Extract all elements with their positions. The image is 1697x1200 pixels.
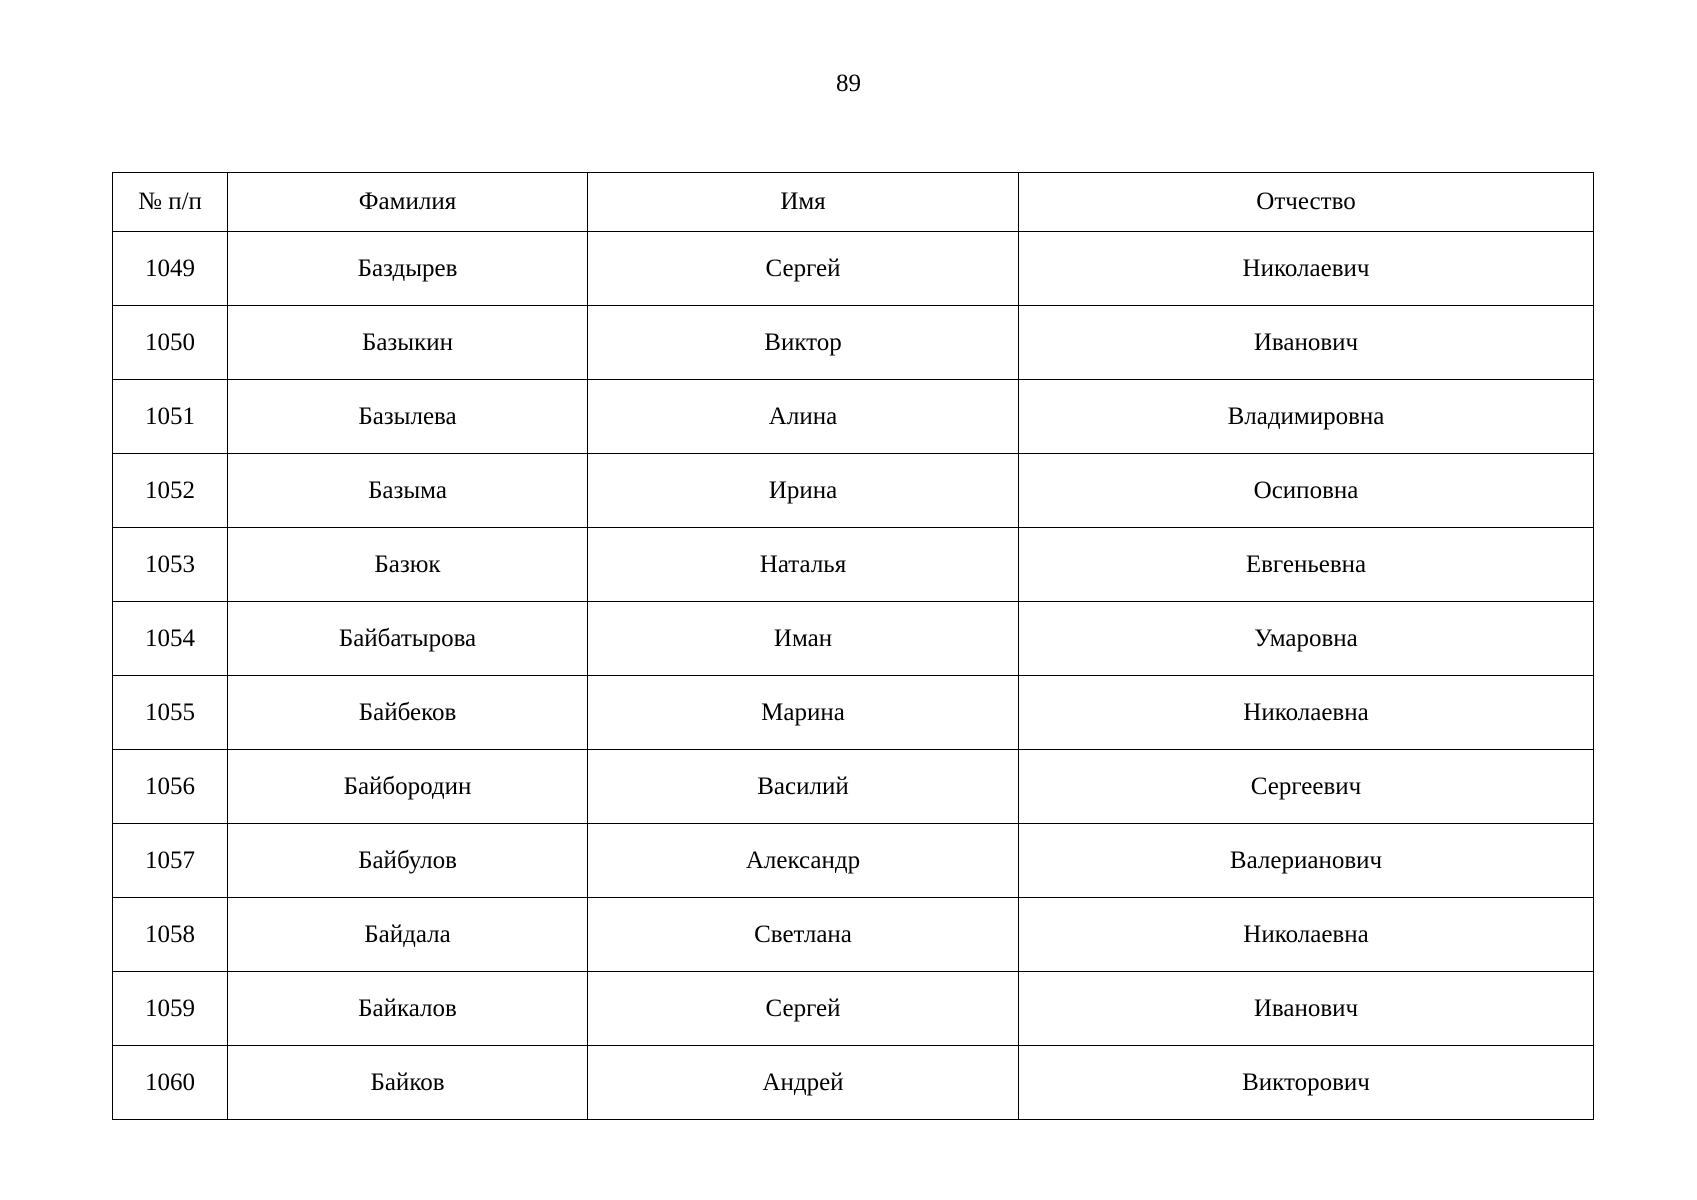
- header-row: [113, 173, 1594, 232]
- cell-patronymic: Николаевна: [1019, 898, 1594, 972]
- cell-last-name: Байдала: [228, 898, 588, 972]
- header-patronymic: Отчество: [1019, 173, 1594, 232]
- roster-table: [112, 172, 1594, 1120]
- table-body: [113, 232, 1594, 1120]
- table-row: [113, 1046, 1594, 1120]
- table-row: [113, 676, 1594, 750]
- cell-num: 1054: [113, 602, 228, 676]
- cell-last-name: Байбородин: [228, 750, 588, 824]
- cell-first-name: Марина: [588, 676, 1019, 750]
- cell-num: 1051: [113, 380, 228, 454]
- cell-num: 1058: [113, 898, 228, 972]
- cell-patronymic: Умаровна: [1019, 602, 1594, 676]
- cell-num: 1053: [113, 528, 228, 602]
- cell-patronymic: Евгеньевна: [1019, 528, 1594, 602]
- cell-last-name: Байкалов: [228, 972, 588, 1046]
- cell-first-name: Наталья: [588, 528, 1019, 602]
- cell-num: 1052: [113, 454, 228, 528]
- cell-patronymic: Николаевич: [1019, 232, 1594, 306]
- table-row: [113, 306, 1594, 380]
- cell-first-name: Александр: [588, 824, 1019, 898]
- table-row: [113, 380, 1594, 454]
- cell-first-name: Алина: [588, 380, 1019, 454]
- cell-first-name: Сергей: [588, 232, 1019, 306]
- cell-first-name: Светлана: [588, 898, 1019, 972]
- cell-last-name: Байбеков: [228, 676, 588, 750]
- cell-patronymic: Осиповна: [1019, 454, 1594, 528]
- header-last-name: Фамилия: [228, 173, 588, 232]
- table-row: [113, 750, 1594, 824]
- cell-last-name: Байбатырова: [228, 602, 588, 676]
- cell-last-name: Байбулов: [228, 824, 588, 898]
- cell-last-name: Байков: [228, 1046, 588, 1120]
- table-row: [113, 602, 1594, 676]
- cell-first-name: Иман: [588, 602, 1019, 676]
- cell-first-name: Сергей: [588, 972, 1019, 1046]
- cell-patronymic: Сергеевич: [1019, 750, 1594, 824]
- cell-first-name: Виктор: [588, 306, 1019, 380]
- cell-num: 1059: [113, 972, 228, 1046]
- cell-patronymic: Валерианович: [1019, 824, 1594, 898]
- table-row: [113, 528, 1594, 602]
- table-row: [113, 232, 1594, 306]
- cell-last-name: Баздырев: [228, 232, 588, 306]
- cell-num: 1057: [113, 824, 228, 898]
- table-row: [113, 972, 1594, 1046]
- table-header: [113, 173, 1594, 232]
- cell-patronymic: Викторович: [1019, 1046, 1594, 1120]
- cell-last-name: Базылева: [228, 380, 588, 454]
- table-row: [113, 898, 1594, 972]
- cell-num: 1056: [113, 750, 228, 824]
- cell-last-name: Базыкин: [228, 306, 588, 380]
- header-num: № п/п: [113, 173, 228, 232]
- cell-first-name: Василий: [588, 750, 1019, 824]
- cell-first-name: Андрей: [588, 1046, 1019, 1120]
- cell-patronymic: Иванович: [1019, 306, 1594, 380]
- cell-last-name: Базюк: [228, 528, 588, 602]
- cell-num: 1049: [113, 232, 228, 306]
- header-first-name: Имя: [588, 173, 1019, 232]
- table-row: [113, 454, 1594, 528]
- cell-first-name: Ирина: [588, 454, 1019, 528]
- cell-last-name: Базыма: [228, 454, 588, 528]
- page-number: 89: [836, 70, 861, 97]
- cell-patronymic: Николаевна: [1019, 676, 1594, 750]
- cell-num: 1050: [113, 306, 228, 380]
- cell-patronymic: Владимировна: [1019, 380, 1594, 454]
- table-row: [113, 824, 1594, 898]
- cell-num: 1055: [113, 676, 228, 750]
- cell-patronymic: Иванович: [1019, 972, 1594, 1046]
- cell-num: 1060: [113, 1046, 228, 1120]
